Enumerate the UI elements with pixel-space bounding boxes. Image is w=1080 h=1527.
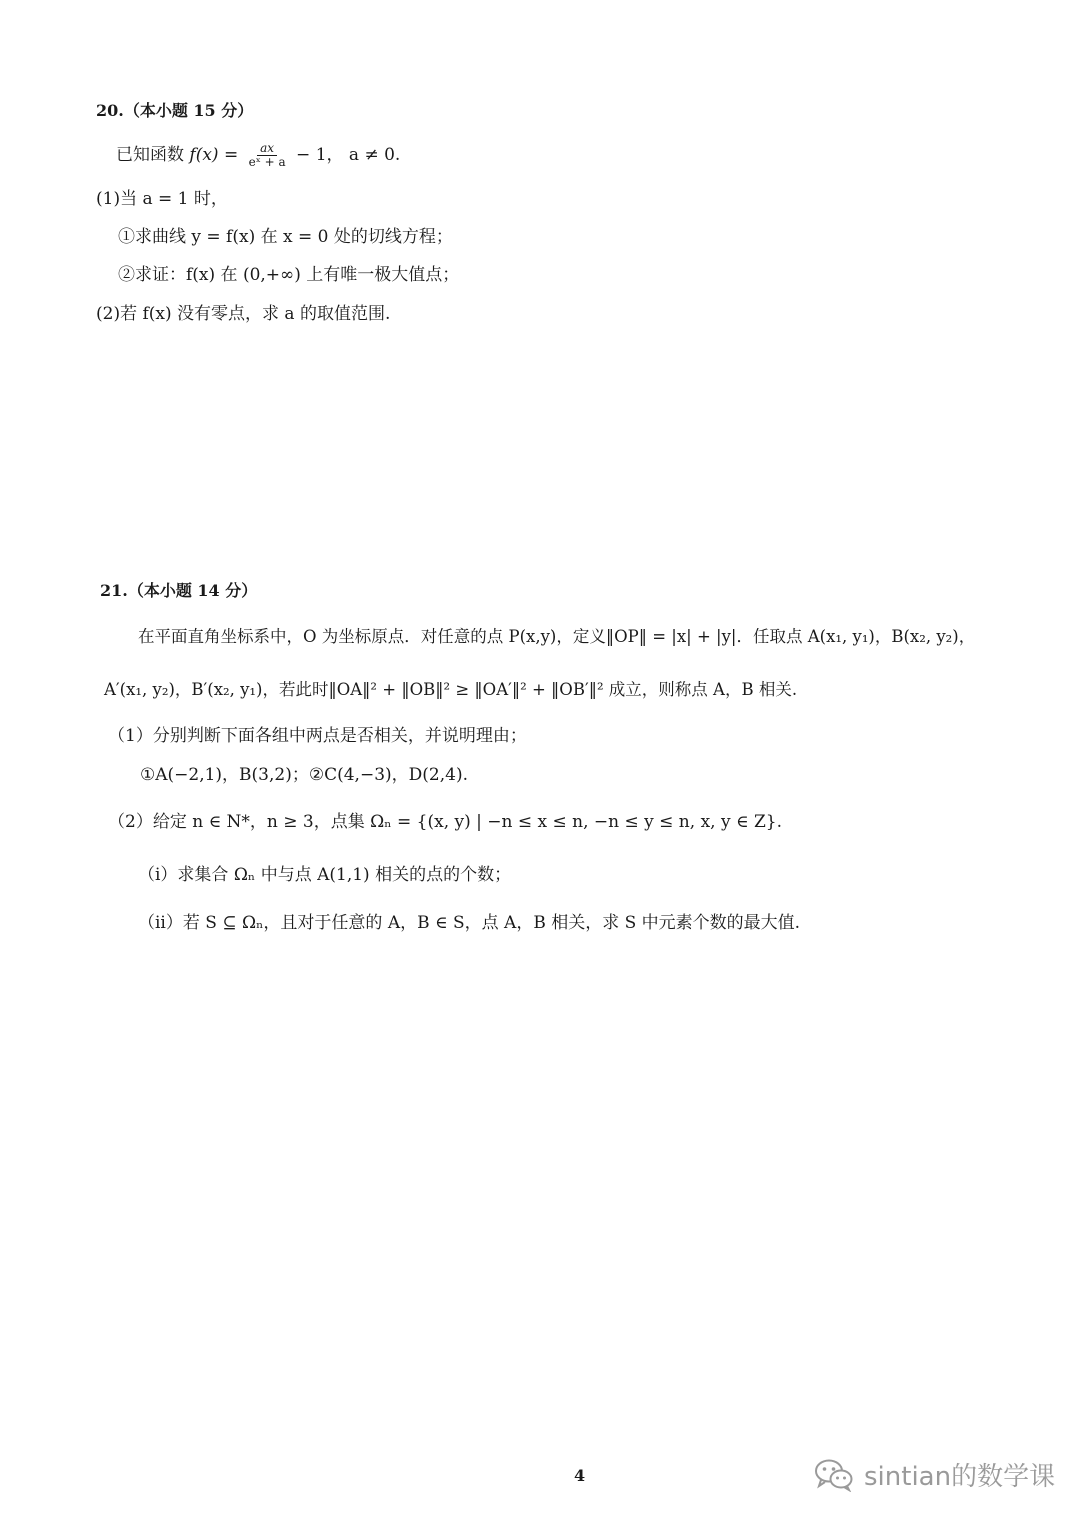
q20-given-prefix: 已知函数 — [116, 145, 184, 165]
q21-part2: （2）给定 n ∈ N*，n ≥ 3，点集 Ωₙ = {(x, y) | −n ≤ x ≤ n, −n ≤ y ≤ n, x, y ∈ Z}. — [108, 812, 782, 832]
q21-part1-items: ①A(−2,1)，B(3,2)；②C(4,−3)，D(2,4). — [140, 765, 468, 785]
watermark — [814, 1456, 1055, 1493]
q20-fraction-denominator: eˣ + a — [248, 155, 286, 169]
q21-header: 21.（本小题 14 分） — [100, 581, 258, 600]
q20-header: 20.（本小题 15 分） — [96, 101, 254, 120]
q21-part1: （1）分别判断下面各组中两点是否相关，并说明理由； — [108, 726, 527, 746]
q21-part2-ii: （ii）若 S ⊆ Ωₙ，且对于任意的 A，B ∈ S，点 A，B 相关，求 S 中元素个数的最大值. — [138, 913, 801, 933]
q21-intro-line1: 在平面直角坐标系中，O 为坐标原点．对任意的点 P(x,y)，定义‖OP‖ = |x| + |y|．任取点 A(x₁, y₁)，B(x₂, y₂)， — [138, 627, 976, 646]
q21-intro-line2: A′(x₁, y₂)，B′(x₂, y₁)，若此时‖OA‖² + ‖OB‖² ≥ ‖OA′‖² + ‖OB′‖² 成立，则称点 A，B 相关. — [104, 680, 798, 699]
page-number: 4 — [574, 1466, 586, 1485]
q20-fraction-numerator: ax — [257, 142, 277, 156]
q20-given-suffix: − 1， a ≠ 0. — [296, 145, 401, 165]
q20-given — [116, 140, 400, 170]
q20-part1-i: ①求曲线 y = f(x) 在 x = 0 处的切线方程； — [118, 227, 453, 247]
q20-part2: (2)若 f(x) 没有零点，求 a 的取值范围. — [96, 304, 391, 324]
wechat-icon — [814, 1458, 854, 1492]
q20-part1: (1)当 a = 1 时， — [96, 189, 228, 209]
q20-fraction — [246, 142, 289, 169]
watermark-text: sintian的数学课 — [864, 1462, 1056, 1492]
q20-part1-ii: ②求证：f(x) 在 (0,+∞) 上有唯一极大值点； — [118, 265, 460, 285]
q20-given-fx: f(x) = — [189, 145, 239, 165]
q21-part2-i: （i）求集合 Ωₙ 中与点 A(1,1) 相关的点的个数； — [138, 865, 512, 885]
